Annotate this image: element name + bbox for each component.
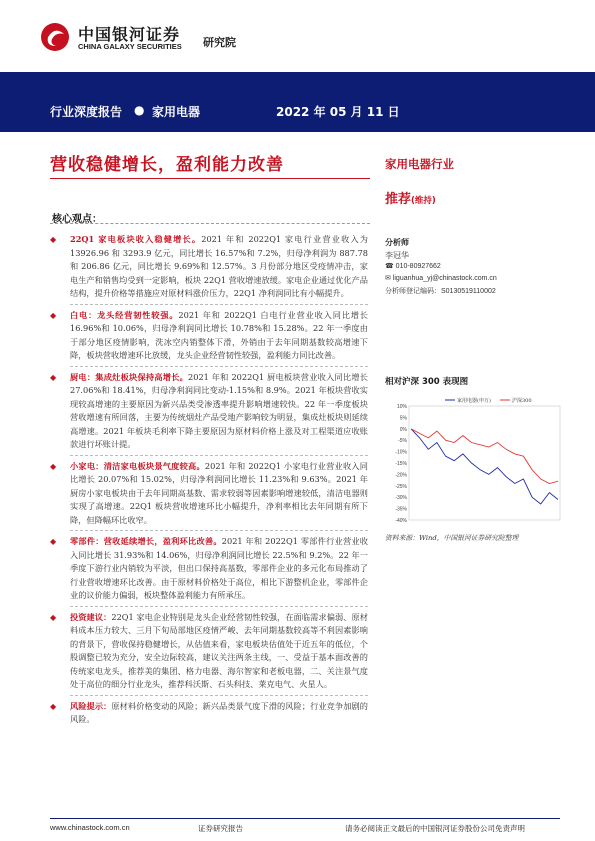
core-heading: 核心观点： [52,214,102,225]
phone-value: 010-80927662 [395,263,441,270]
bullet-divider [70,530,368,531]
bullet-text: 22Q1 家电企业特别是龙头企业经营韧性较强，在面临需求偏弱、原材料成本压力较大、三月下旬局部地区疫情严峻、去年同期基数较高等不利因素影响的背景下，营收保持稳健增长，从估值来看，家电板块估值处于近五年的低位，个股调整已较为充分，安全边际较高，建议关注两条主线，一、受益于基本面改善的传统家电龙头，推荐美的集团、格力电器、海尔智家和老板电器，二、关注景气度处于高位的细分行业龙头，推荐科沃斯、石头科技、莱克电气、火星人。 [70,611,368,689]
logo-text-en: CHINA GALAXY SECURITIES [78,42,182,51]
bullet-icon: ◆ [50,537,57,546]
series-line [411,429,558,504]
performance-chart [385,392,565,532]
analyst-email[interactable]: ✉ liguanhua_yj@chinastock.com.cn [385,275,497,282]
footer-website[interactable]: www.chinastock.com.cn [50,823,130,832]
bullet-text: 2021 年和 2022Q1 家电行业营业收入为 13926.96 和 3293.9 亿元，同比增长 16.57%和 7.2%，归母净利润为 887.78 和 206.86 亿元，同比增长 9.69%和 12.57%。3 月份部分地区受疫情冲击，家电生产和销售均受到一定影响，板块 22Q1 营收增速放缓。家电企业通过优化产品结构，提升价格等措施应对原材料涨价压力，22Q1 净利润同比有小幅提升。 [70,234,368,298]
logo-icon [40,22,70,52]
title-divider [50,178,370,179]
bullet-item [50,460,368,528]
bullet-icon: ◆ [50,701,57,711]
bullet-divider [70,695,368,696]
y-tick-label: -40% [395,518,407,524]
bullet-keyword: 零部件：营收延续增长，盈利环比改善。 [70,536,222,546]
analyst-phone: ☎ 010-80927662 [385,263,441,270]
legend-label: 沪深300 [512,398,532,404]
bullet-icon: ◆ [50,310,57,320]
bullet-list [50,233,368,730]
bullet-icon: ◆ [50,461,57,471]
bullet-keyword: 小家电：清洁家电板块景气度较高。 [70,460,205,471]
bullet-divider [70,606,368,607]
rating-note: (维持) [411,196,436,206]
bullet-keyword: 投资建议： [70,611,112,622]
email-value: liguanhua_yj@chinastock.com.cn [392,275,497,282]
series-line [411,429,558,484]
bullet-text: 2021 年和 2022Q1 小家电行业营业收入同比增长 20.07%和 15.02%，归母净利润同比增长 11.23%和 9.63%。2021 年厨房小家电板块由于去年同期高基数、需求较弱等因素影响增速较低，清洁电器则实现了高增速。22Q1 板块营收增速环比小幅提升，净利率相比去年同期有所下降，但降幅环比收窄。 [70,460,368,525]
bullet-keyword: 厨电：集成灶板块保持高增长。 [70,371,189,382]
y-tick-label: -35% [395,506,407,513]
rating [385,188,436,207]
y-tick-label: 5% [399,415,407,422]
analyst-name: 李冠华 [385,251,409,260]
header-band [0,72,595,132]
bullet-text: 2021 年和 2022Q1 白电行业营业收入同比增长 16.96%和 10.06%，归母净利润同比增长 10.78%和 15.28%。22 年一季度由于部分地区疫情影响，洗冰空内销整体下滑，外销由于去年同期基数较高增速下降，板块营收增速环比放缓，龙头企业经营韧性较强，盈利能力同比改善。 [70,309,368,360]
y-tick-label: -30% [395,495,407,502]
core-divider [50,223,370,224]
bullet-item [50,535,368,603]
page-title: 营收稳健增长，盈利能力改善 [50,155,284,175]
bullet-item [50,309,368,363]
bullet-text: 2021 年和 2022Q1 厨电板块营业收入同比增长 27.06%和 18.41%，归母净利润同比变动-1.15%和 8.9%。2021 年板块营收实现较高增速的主要原因为新兴品类受渗透率提升影响增速较快。22 年一季度板块营收增速有所回落，主要为传统烟灶产品受地产影响较为明显，集成灶板块则延续高增速。2021 年板块毛利率下降主要原因为原材料价格上涨及对工程渠道应收账款进行坏账计提。 [70,371,368,449]
analyst-heading: 分析师 [385,238,409,247]
y-tick-label: -25% [395,483,407,490]
analyst-license: 分析师登记编码：S0130519110002 [385,288,496,295]
logo-text-cn: 中国银河证券 [78,25,181,44]
y-tick-label: -15% [395,461,407,467]
legend-label: 家用电器(申万) [457,398,491,404]
footer-divider [50,818,560,819]
chart-heading: 相对沪深 300 表现图 [385,377,469,387]
bullet-icon: ◆ [50,372,57,382]
footer-disclaimer: 请务必阅读正文最后的中国银河证券股份公司免责声明 [345,824,525,833]
y-tick-label: -10% [395,449,407,456]
footer-center: 证券研究报告 [198,824,243,833]
bullet-icon: ◆ [50,235,57,244]
bullet-text: 原材料价格变动的风险；新兴品类景气度下滑的风险；行业竞争加剧的风险。 [70,700,368,724]
y-tick-label: 0% [399,426,407,433]
bullet-item [50,371,368,452]
y-tick-label: -5% [398,438,407,445]
industry-label: 家用电器行业 [385,157,454,171]
bullet-item [50,700,368,727]
institute-label: 研究院 [203,36,236,49]
bullet-divider [70,366,368,367]
chart-source: 资料来源：Wind，中国银河证券研究院整理 [385,534,519,542]
y-tick-label: -20% [395,472,407,479]
report-sector: 家用电器 [152,105,201,119]
bullet-keyword: 白电：龙头经营韧性较强。 [70,309,179,320]
y-tick-label: 10% [396,404,407,410]
report-type: 行业深度报告 [50,105,123,119]
bullet-divider [70,304,368,305]
bullet-keyword: 22Q1 家电板块收入稳健增长。 [70,234,202,244]
report-date: 2022 年 05 月 11 日 [276,105,400,119]
band-dot: ● [134,103,145,117]
bullet-text: 2021 年和 2022Q1 零部件行业营业收入同比增长 31.93%和 14.06%，归母净利润同比增长 22.5%和 9.2%。22 年一季度下游行业内销较为平淡，但出口保持高基数，零部件企业的多元化布局推动了行业营收增速环比改善。由于原材料价格处于高位，相比下游整机企业，零部件企业的议价能力偏弱，板块整体盈利能力有所承压。 [70,536,368,600]
bullet-keyword: 风险提示： [70,700,112,711]
chart-frame [409,406,560,520]
bullet-item [50,611,368,692]
bullet-item [50,233,368,301]
bullet-icon: ◆ [50,612,57,622]
bullet-divider [70,455,368,456]
rating-value: 推荐 [385,192,412,207]
